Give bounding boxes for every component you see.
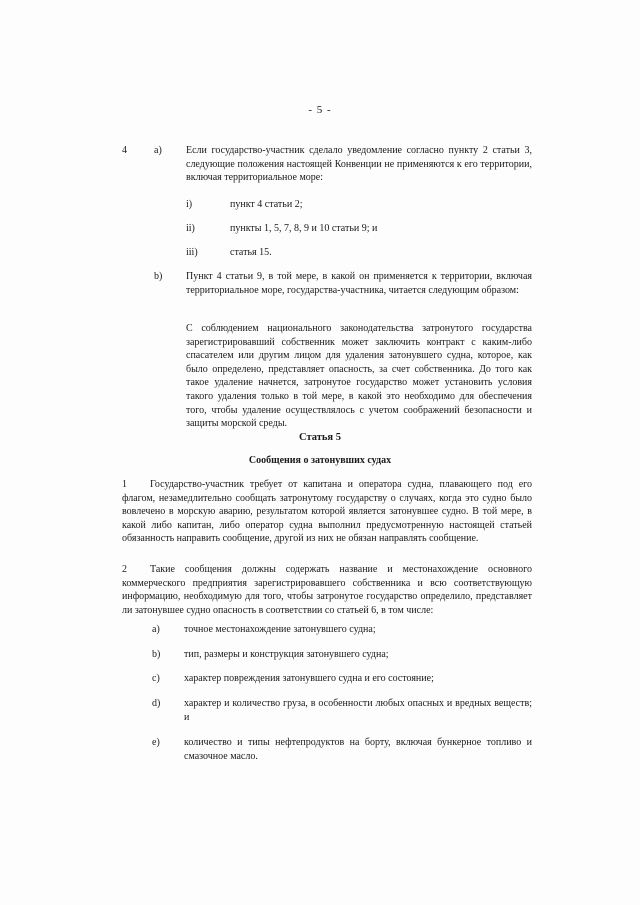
item-i-label: i) <box>186 199 193 210</box>
list-item-d-text: характер и количество груза, в особенности любых опасных и вредных веществ; и <box>184 698 532 723</box>
list-item-a-label: a) <box>152 624 160 635</box>
page-number: - 5 - <box>308 104 332 116</box>
list-item-e-label: e) <box>152 737 160 748</box>
subparagraph-a-text: Если государство-участник сделало уведомление согласно пункту 2 статьи 3, следующие положения настоящей Конвенции не применяются к его территории, включая территориальное море: <box>186 145 532 184</box>
article5-paragraph-1-text: Государство-участник требует от капитана и оператора судна, плавающего под его флагом, незамедлительно сообщать затронутому государству о случаях, когда это судно было вовлечено в морскую аварию, результатом которой является затонувшее судно. В той мере, в какой либо капитан, либо оператор судна выполнил предусмотренную настоящей статьей обязанность направить сообщение, другой из них не обязан направлять сообщение. <box>122 479 532 545</box>
article5-paragraph-1-number: 1 <box>122 479 127 490</box>
list-item-e-text: количество и типы нефтепродуктов на борту, включая бункерное топливо и смазочное масло. <box>184 737 532 762</box>
subparagraph-a-label: a) <box>154 145 162 156</box>
list-item-d-label: d) <box>152 698 161 709</box>
item-i-text: пункт 4 статьи 2; <box>230 199 303 210</box>
article5-paragraph-2-number: 2 <box>122 564 127 575</box>
list-item-c-text: характер повреждения затонувшего судна и его состояние; <box>184 673 434 684</box>
list-item-b-label: b) <box>152 649 161 660</box>
item-iii-label: iii) <box>186 247 198 258</box>
list-item-c-label: c) <box>152 673 160 684</box>
article-subtitle: Сообщения о затонувших судах <box>248 455 392 466</box>
list-item-a-text: точное местонахождение затонувшего судна; <box>184 624 376 635</box>
item-iii-text: статья 15. <box>230 247 272 258</box>
subparagraph-b-label: b) <box>154 271 163 282</box>
list-item-b-text: тип, размеры и конструкция затонувшего судна; <box>184 649 389 660</box>
paragraph-number-4: 4 <box>122 145 127 156</box>
item-ii-text: пункты 1, 5, 7, 8, 9 и 10 статьи 9; и <box>230 223 378 234</box>
item-ii-label: ii) <box>186 223 195 234</box>
subparagraph-b-text: Пункт 4 статьи 9, в той мере, в какой он применяется к территории, включая территориальное море, государства-участника, читается следующим образом: <box>186 271 532 296</box>
article-title: Статья 5 <box>299 432 341 443</box>
quoted-provision-text: С соблюдением национального законодательства затронутого государства зарегистрировавший собственник может заключить контракт с каким-либо спасателем или другим лицом для удаления затонувшего судна, которое, как было определено, представляет опасность, за счет собственника. До того как такое удаление начнется, затронутое государство может установить условия такого удаления только в той мере, в какой это необходимо для обеспечения того, чтобы удаление осуществлялось с учетом соображений безопасности и защиты морской среды. <box>186 323 532 430</box>
article5-paragraph-2-text: Такие сообщения должны содержать название и местонахождение основного коммерческого предприятия зарегистрировавшего собственника и всю соответствующую информацию, необходимую для того, чтобы затронутое государство определило, представляет ли затонувшее судно опасность в соответствии со статьей 6, в том числе: <box>122 564 532 616</box>
